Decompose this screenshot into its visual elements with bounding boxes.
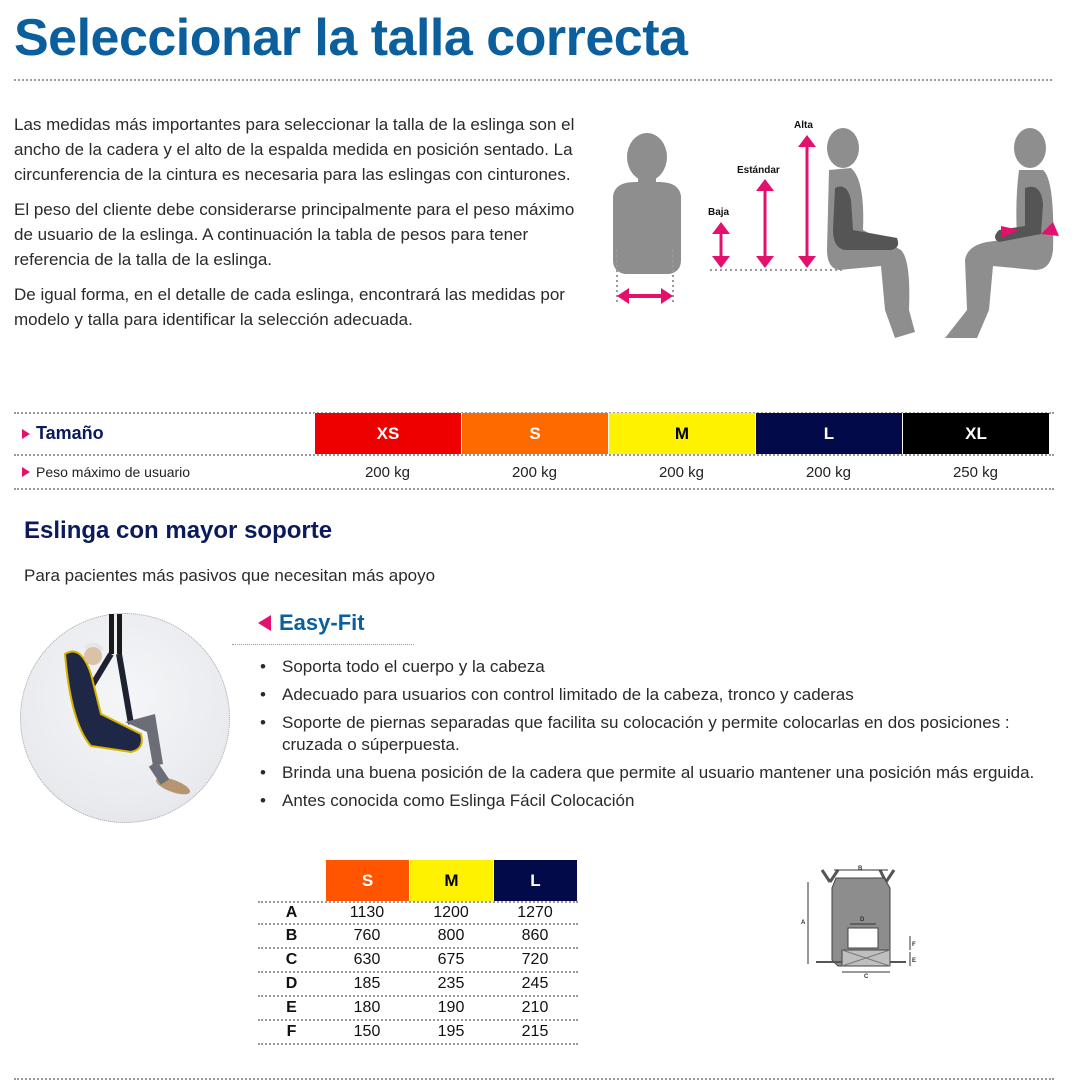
dimensions-body [258,901,578,1045]
product-name [258,610,365,636]
weight-label: Peso máximo de usuario [36,464,191,480]
intro-paragraph: El peso del cliente debe considerarse principalmente para el peso máximo de usuario de la eslinga. A continuación la tabla de pesos para tener referencia de la talla de la eslinga. [14,200,575,269]
svg-text:C: C [864,974,869,980]
weight-s: 200 kg [511,463,558,481]
dimensions-table [258,860,578,1045]
high-arrow-icon [798,135,816,268]
feature-item: • Soporte de piernas separadas que facilita su colocación y permite colocarlas en dos posiciones : cruzada o súperpuesta. [258,712,1073,756]
page-title: Seleccionar la talla correcta [14,9,688,67]
svg-text:D: D [860,917,865,923]
label-alta: Alta [794,120,813,131]
weight-row [14,454,1054,490]
weight-xs: 200 kg [364,463,411,481]
table-row: E 180 190 210 [258,997,578,1021]
feature-item: • Adecuado para usuarios con control limitado de la cabeza, tronco y caderas [258,684,1073,706]
divider [14,79,1052,81]
feature-item: • Soporta todo el cuerpo y la cabeza [258,656,1073,678]
weight-m: 200 kg [658,463,705,481]
section-title: Eslinga con mayor soporte [24,517,333,544]
table-row: A 1130 1200 1270 [258,901,578,925]
size-xs: XS [314,413,461,454]
low-arrow-icon [712,222,730,268]
feature-item: • Antes conocida como Eslinga Fácil Colocación [258,790,1073,812]
table-row: F 150 195 215 [258,1021,578,1045]
table-row: D 185 235 245 [258,973,578,997]
sling-schematic-icon [798,866,922,980]
front-silhouette-icon [613,133,681,274]
size-l: L [755,413,902,454]
section-subtitle: Para pacientes más pasivos que necesitan más apoyo [24,566,436,585]
weight-xl: 250 kg [952,463,999,481]
size-table [14,413,1054,490]
triangle-bullet-icon [22,467,30,477]
intro-paragraph: Las medidas más importantes para seleccionar la talla de la eslinga son el ancho de la cadera y el alto de la espalda medida en posición sentado. La circunferencia de la cintura es necesaria para las eslingas con cinturones. [14,115,575,184]
size-xl: XL [902,413,1049,454]
feature-item: • Brinda una buena posición de la cadera que permite al usuario mantener una posición más erguida. [258,762,1073,784]
feature-list [258,656,1073,818]
size-row [14,413,1054,454]
measurement-figure [595,110,1075,350]
triangle-bullet-icon [22,429,30,439]
table-row: B 760 800 860 [258,925,578,949]
label-estandar: Estándar [737,165,780,176]
svg-text:B: B [858,866,863,872]
svg-text:E: E [912,958,917,964]
weight-l: 200 kg [805,463,852,481]
dimensions-header [325,860,578,901]
triangle-left-icon [258,615,271,631]
svg-text:A: A [801,920,806,926]
size-m: M [608,413,755,454]
sling-user-illustration-icon [21,614,231,824]
size-label: Tamaño [36,423,104,443]
svg-text:F: F [912,942,916,948]
dim-size-s: S [325,860,409,901]
table-row: C 630 675 720 [258,949,578,973]
size-s: S [461,413,608,454]
product-title: Easy-Fit [279,610,365,635]
label-baja: Baja [708,207,730,218]
dim-size-l: L [493,860,577,901]
intro-text [14,112,594,342]
dim-size-m: M [409,860,493,901]
standard-arrow-icon [756,179,774,268]
product-photo [20,613,230,823]
intro-paragraph: De igual forma, en el detalle de cada eslinga, encontrará las medidas por modelo y talla para identificar la selección adecuada. [14,285,565,329]
hip-width-arrow-icon [617,288,673,304]
